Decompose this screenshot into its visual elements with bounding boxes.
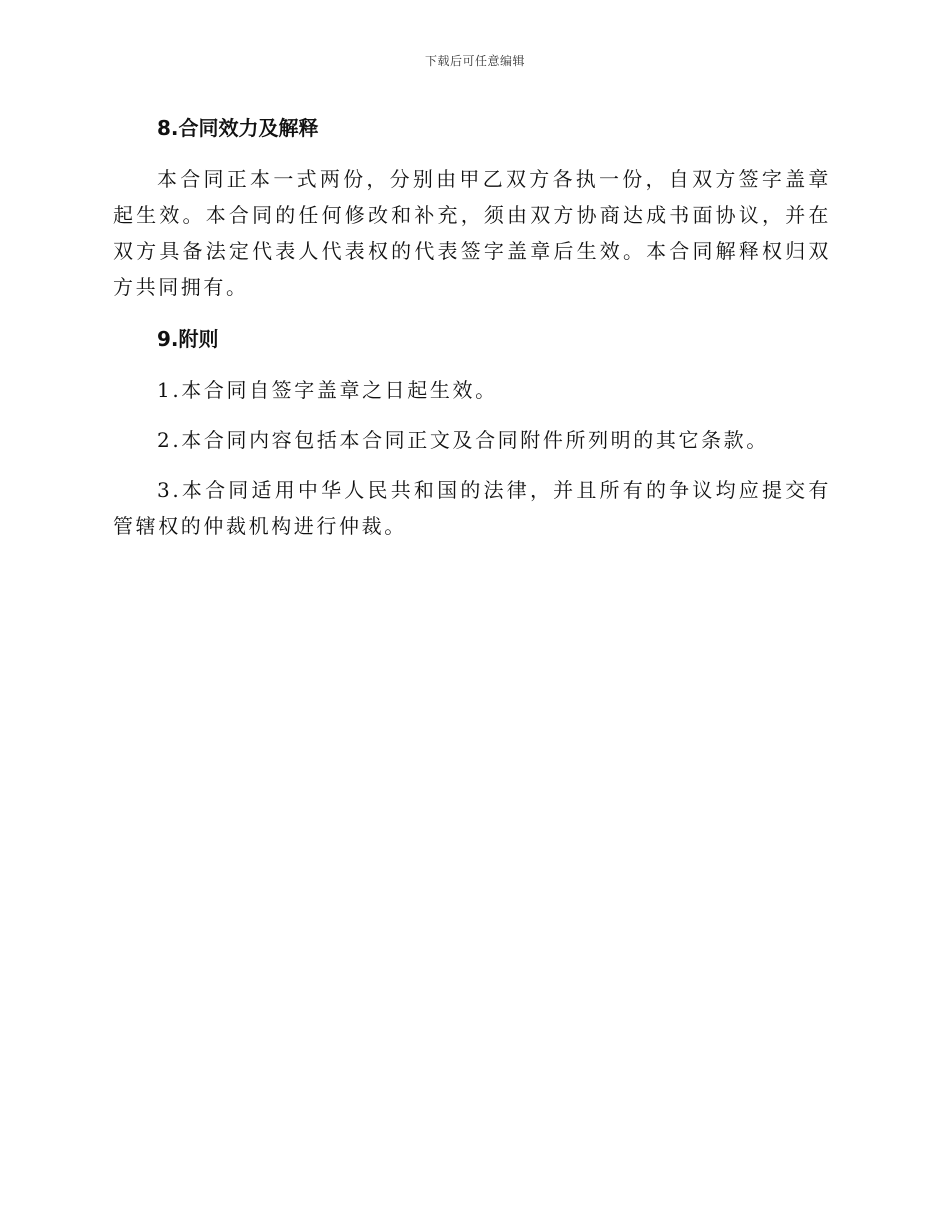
paragraph-effectiveness: 本合同正本一式两份，分别由甲乙双方各执一份，自双方签字盖章起生效。本合同的任何修改和补充，须由双方协商达成书面协议，并在双方具备法定代表人代表权的代表签字盖章后生效。本合同解释权归双方共同拥有。 bbox=[113, 167, 831, 299]
appendix-item-2: 2.本合同内容包括本合同正文及合同附件所列明的其它条款。 bbox=[157, 428, 769, 452]
appendix-item-1: 1.本合同自签字盖章之日起生效。 bbox=[157, 378, 498, 402]
section-heading-appendix: 9.附则 bbox=[157, 327, 219, 351]
page-header: 下载后可任意编辑 bbox=[424, 54, 525, 68]
appendix-item-3: 3.本合同适用中华人民共和国的法律，并且所有的争议均应提交有管辖权的仲裁机构进行仲裁。 bbox=[113, 478, 831, 538]
section-heading-effectiveness: 8.合同效力及解释 bbox=[157, 116, 319, 140]
document-body bbox=[113, 108, 831, 544]
